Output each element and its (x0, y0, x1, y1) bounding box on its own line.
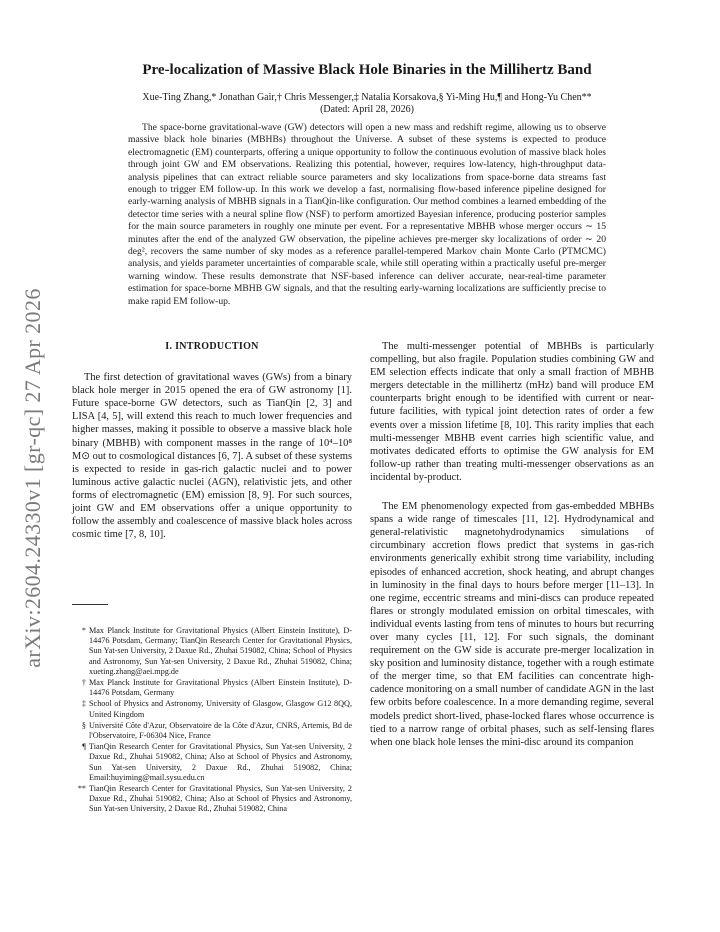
footnote-4: § Université Côte d'Azur, Observatoire de la Côte d'Azur, CNRS, Artemis, Bd de l'Observatoire, F-06304 Nice, France (81, 720, 352, 741)
footnote-6: ** TianQin Research Center for Gravitational Physics, Sun Yat-sen University, 2 Daxue Rd., Zhuhai 519082, China; Also at School of Physics and Astronomy, Sun Yat-sen University, 2 Daxue Rd., Zhuhai 519082, China (77, 784, 352, 814)
author-list: Xue-Ting Zhang,* Jonathan Gair,† Chris Messenger,‡ Natalia Korsakova,§ Yi-Ming Hu,¶ and Hong-Yu Chen** (142, 92, 592, 103)
intro-paragraph-1: The first detection of gravitational waves (GWs) from a binary black hole merger in 2015 opened the era of GW astronomy [1]. Future space-borne GW detectors, such as TianQin [2, 3] and LISA [4, 5], will extend this reach to much lower frequencies and higher masses, making it possible to observe a massive black hole binary (MBHB) with component masses in the range of 10⁴–10⁸ M⊙ out to cosmological distances [6, 7]. A subset of these systems is expected to reside in gas-rich galactic nuclei and to power luminous active galactic nuclei (AGN), relativistic jets, and other forms of electromagnetic (EM) emission [8, 9]. For such sources, joint GW and EM observations offer a unique opportunity to follow the assembly and coalescence of massive black holes across cosmic time [7, 8, 10]. (72, 372, 352, 541)
footnote-1: * Max Planck Institute for Gravitational Physics (Albert Einstein Institute), D-14476 Potsdam, Germany; TianQin Research Center for Gravitational Physics, Sun Yat-sen University, 2 Daxue Rd., Zhuhai 519082, China; School of Physics and Astronomy, Sun Yat-sen University, 2 Daxue Rd., Zhuhai 519082, China; xueting.zhang@aei.mpg.de (81, 626, 352, 676)
paper-title: Pre-localization of Massive Black Hole Binaries in the Millihertz Band (142, 62, 592, 78)
footnote-5: ¶ TianQin Research Center for Gravitational Physics, Sun Yat-sen University, 2 Daxue Rd., Zhuhai 519082, China; Also at School of Physics and Astronomy, Sun Yat-sen University, 2 Daxue Rd., Zhuhai 519082, China; Email:huyiming@mail.sysu.edu.cn (82, 742, 352, 782)
abstract: The space-borne gravitational-wave (GW) detectors will open a new mass and redshift regime, allowing us to observe massive black hole binaries (MBHBs) throughout the Universe. A subset of these systems is expected to produce electromagnetic (EM) counterparts, offering a unique opportunity to follow the continuous evolution of massive black holes through joint GW and EM observations. Realizing this potential, however, requires low-latency, high-throughput data-analysis pipelines that can extract reliable source parameters and sky localizations from space-borne data streams fast enough to trigger EM follow-up. In this work we develop a fast, normalising flow-based inference pipeline designed for early-warning analysis of MBHB signals in a TianQin-like configuration. Our method combines a learned embedding of the detector time series with a neural spline flow (NSF) to perform amortized Bayesian inference, producing posterior samples for the main source parameters in roughly one minute per event. For a representative MBHB whose merger occurs ∼ 15 minutes after the end of the analyzed GW observation, the pipeline achieves pre-merger sky localizations of order ∼ 20 deg², recovers the same number of sky modes as a reference parallel-tempered Markov chain Monte Carlo (PTMCMC) analysis, and yields parameter uncertainties of comparable scale, while still operating within a practically useful pre-merger warning window. These results demonstrate that NSF-based inference can deliver accurate, near-real-time parameter estimation for space-borne MBHB GW signals, and that the resulting early-warning localizations are sufficiently precise to make rapid EM follow-up. (128, 122, 606, 307)
arxiv-identifier-stamp (18, 268, 48, 688)
intro-paragraph-2: The multi-messenger potential of MBHBs is particularly compelling, but also fragile. Population studies combining GW and EM selection effects indicate that only a small fraction of MBHB mergers detectable in the millihertz (mHz) band will produce EM counterparts bright enough to be identified with current or near-future facilities, with typical joint detection rates of order a few events over a mission lifetime [8, 10]. This rarity implies that each multi-messenger MBHB event carries high scientific value, and motivates dedicated efforts to optimise the GW analysis for EM follow-up rather than treating multi-messenger observations as an incidental by-product. (370, 341, 654, 483)
footnote-3: ‡ School of Physics and Astronomy, University of Glasgow, Glasgow G12 8QQ, United Kingdom (81, 699, 352, 719)
intro-paragraph-3: The EM phenomenology expected from gas-embedded MBHBs spans a wide range of timescales [11, 12]. Hydrodynamical and general-relativistic magnetohydrodynamics simulations of circumbinary accretion flows predict that systems in gas-rich environments generically exhibit strong time variability, including episodes of enhanced accretion, shock heating, and abrupt changes in luminosity in the final days to hours before merger [11–13]. In one regime, eccentric streams and mini-discs can produce repeated flares or strongly modulated emission on orbital timescales, with individual events lasting from tens of minutes to hours but recurring over many cycles [11, 12]. For such signals, the dominant requirement on the GW side is accurate pre-merger localization in sky position and luminosity distance, together with a rough estimate of the merger time, so that EM facilities can concentrate high-cadence monitoring on a small number of candidate AGN in the last few orbits before coalescence. In a more demanding regime, several models predict short-lived, phase-locked flares whose occurrence is tied to a narrow range of orbital phases, such as self-lensing flares when one black hole lenses the mini-disc around its companion (370, 501, 654, 748)
left-column (72, 340, 352, 541)
arxiv-stamp-text: arXiv:2604.24330v1 [gr-qc] 27 Apr 2026 (20, 288, 45, 668)
section-heading-introduction: I. INTRODUCTION (165, 341, 259, 352)
footnote-2: † Max Planck Institute for Gravitational Physics (Albert Einstein Institute), D-14476 Potsdam, Germany (81, 678, 352, 698)
footnote-rule (72, 604, 108, 605)
right-column (370, 340, 654, 749)
dated-line: (Dated: April 28, 2026) (320, 104, 414, 115)
footnotes (72, 626, 352, 816)
